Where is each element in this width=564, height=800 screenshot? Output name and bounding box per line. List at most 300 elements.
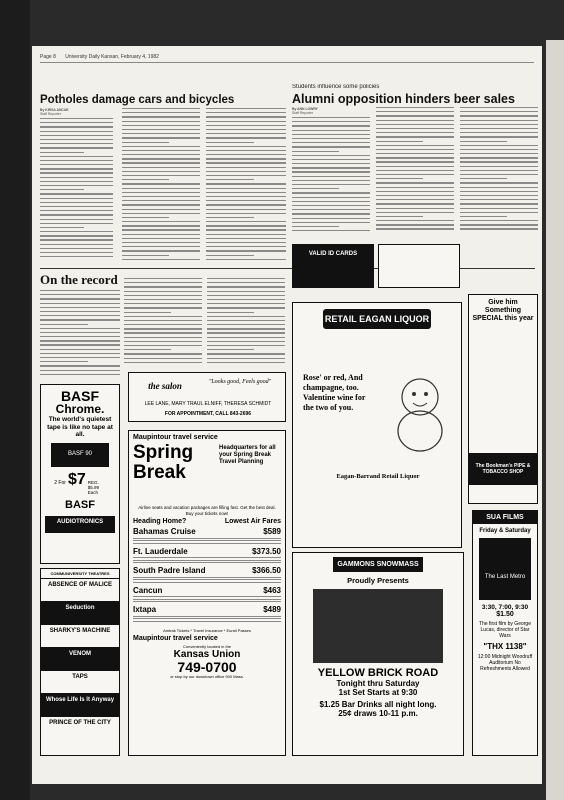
text-line [40,152,84,153]
text-line [207,320,285,321]
text-line [460,132,538,133]
text-line [460,178,507,179]
trip-price: $373.50 [252,546,281,556]
text-line [40,361,88,362]
text-line [40,193,113,194]
text-line [460,111,538,112]
text-line [40,198,113,199]
text-line [122,188,200,189]
text-line [133,543,281,544]
liquor-tagline: Rose' or red, And champagne, too. Valentine wine for the two of you. [303,373,366,412]
text-line [124,303,202,304]
section-rule [40,268,535,269]
basf-price-prefix: 2 For [54,479,66,486]
lowest-fares: Lowest Air Fares [224,518,281,525]
potholes-headline: Potholes damage cars and bicycles [40,94,235,106]
text-line [124,307,202,308]
spring-break-headline: Spring Break [133,442,194,483]
text-line [40,214,113,215]
text-line [40,311,120,312]
paper-name: University Daily Kansan, February 4, 1982 [65,54,159,60]
trip-item [133,547,281,564]
pipe-shop-name: The Bookman's PIPE & TOBACCO SHOP [469,453,537,485]
text-line [292,163,370,164]
trip-list [129,527,285,622]
text-line [207,303,285,304]
heading-home: Heading Home? [133,518,187,525]
basf-tape-image: BASF 90 [51,443,109,467]
text-line [207,278,285,279]
movie-listing: TAPS [41,670,119,693]
movie-listings-ad [40,568,120,756]
text-line [376,115,454,116]
movie-listing: Whose Life Is It Anyway [41,693,119,716]
small-notice-ad [378,244,460,288]
text-line [292,167,370,168]
basf-title: BASF [60,388,100,404]
text-line [122,204,200,205]
text-line [124,353,202,354]
text-line [206,129,286,130]
text-line [206,179,254,180]
text-line [122,167,200,168]
gammons-tonight: Tonight thru Saturday [336,679,420,688]
films-late-show: 12:00 Midnight Woodruff Auditorium No Refreshments Allowed [477,654,533,672]
trip-price: $366.50 [252,566,281,575]
gammons-logo: GAMMONS SNOWMASS [333,557,423,572]
movie-listing: Seduction [41,601,119,624]
gammons-drinks: $1.25 Bar Drinks all night long. [319,700,437,709]
text-line [292,125,370,126]
text-line [122,209,200,210]
trip-name: Cancun [133,585,163,595]
text-line [40,185,113,186]
text-line [133,562,281,563]
text-line [40,248,113,249]
text-line [292,180,370,181]
text-line [206,121,286,122]
text-line [124,299,202,300]
text-line [376,182,454,183]
basf-price-row [41,471,119,495]
record-headline: On the record [40,272,118,287]
valid-id-title: VALID ID CARDS [308,251,358,257]
maupintour-ad [128,430,286,756]
maupintour-extras: Amtrak Tickets * Travel Insurance * Eurail Passes [163,627,251,633]
text-line [206,108,286,109]
page-number: Page 8 [40,54,56,60]
text-line [124,362,202,363]
text-line [40,353,120,354]
text-line [40,319,120,320]
text-line [460,228,538,229]
basf-price: $7 [67,470,86,488]
films-tagline: The first film by George Lucas, director of Star Wars [479,621,531,639]
maupintour-location: Conveniently located in the [182,643,232,649]
text-line [376,199,454,200]
text-line [40,357,120,358]
text-line [122,146,200,147]
text-line [40,303,120,304]
text-line [376,120,454,121]
text-line [206,238,286,239]
movie-listing: SHARKY'S MACHINE [41,624,119,647]
text-line [207,295,285,296]
basf-slogan: The world's quietest tape is like no tape at all. [47,416,113,438]
text-line [292,222,370,223]
text-line [206,158,286,159]
text-line [292,197,370,198]
text-line [376,124,454,125]
text-line [124,345,202,346]
text-line [122,171,200,172]
text-line [292,121,370,122]
text-line [207,345,285,346]
record-column-3 [207,278,285,368]
text-line [376,128,454,129]
text-line [376,170,454,171]
text-line [40,156,113,157]
text-line [122,154,200,155]
text-line [292,192,370,193]
text-line [40,239,113,240]
sua-films-logo: SUA FILMS [473,511,537,524]
valid-id-ad [292,244,374,288]
text-line [133,582,281,583]
text-line [40,340,120,341]
text-line [460,212,538,213]
text-line [122,217,169,218]
trip-price: $489 [263,605,281,614]
movie-listing: PRINCE OF THE CITY [41,716,119,739]
text-line [122,142,169,143]
text-line [40,177,113,178]
maupintour-brand: Maupintour travel service [133,434,218,441]
text-line [460,124,538,125]
text-line [133,596,281,597]
text-line [460,174,538,175]
text-line [460,182,538,183]
text-line [40,206,113,207]
text-line [133,538,281,539]
text-line [124,332,202,333]
text-line [133,616,281,617]
text-line [40,168,113,169]
text-line [206,154,286,155]
maupintour-brand-footer: Maupintour travel service [133,634,218,642]
alumni-column-1 [292,117,370,237]
text-line [122,175,200,176]
text-line [460,141,507,142]
films-times: 3:30, 7:00, 9:30 [481,604,529,611]
text-line [292,142,370,143]
text-line [376,145,454,146]
salon-quote: "Looks good, Feels good" [208,379,272,385]
text-line [122,183,200,184]
potholes-column-1 [40,118,113,264]
text-line [40,324,88,325]
text-line [207,337,285,338]
text-line [122,129,200,130]
text-line [292,205,370,206]
text-line [40,210,113,211]
text-line [133,540,281,541]
text-line [122,250,200,251]
text-line [376,166,454,167]
basf-logo: BASF [65,498,95,511]
films-price: $1.50 [496,611,514,618]
trip-name: Bahamas Cruise [133,527,196,536]
maupintour-footnote: or stop by our downtown office 900 Mass. [170,673,244,679]
text-line [124,324,202,325]
text-line [460,157,538,158]
text-line [376,174,454,175]
text-line [376,136,454,137]
text-line [376,224,454,225]
text-line [460,166,538,167]
gammons-draws: 25¢ draws 10-11 p.m. [338,709,418,718]
salon-logo: the salon [148,381,182,391]
text-line [292,171,370,172]
text-line [40,294,120,295]
text-line [376,107,454,108]
text-line [122,192,200,193]
text-line [460,149,538,150]
text-line [206,259,286,260]
text-line [206,255,254,256]
text-line [207,312,254,313]
gammons-set-time: 1st Set Starts at 9:30 [338,688,418,697]
text-line [460,224,538,225]
films-days: Friday & Saturday [479,528,531,534]
text-line [460,191,538,192]
text-line [206,142,254,143]
text-line [40,365,120,366]
text-line [207,341,285,342]
text-line [292,213,370,214]
text-line [206,171,286,172]
text-line [206,175,286,176]
text-line [206,162,286,163]
alumni-column-3 [460,107,538,237]
kansas-union: Kansas Union [173,648,241,660]
text-line [460,107,538,108]
text-line [206,225,286,226]
text-line [460,145,538,146]
text-line [207,358,285,359]
trip-item [133,605,281,622]
potholes-byline-role: Staff Reporter [40,112,62,116]
text-line [40,344,120,345]
text-line [206,200,286,201]
text-line [124,316,202,317]
text-line [133,621,281,622]
text-line [40,143,113,144]
text-line [40,235,113,236]
text-line [122,242,200,243]
heading-home-row [129,516,285,527]
gammons-ad [292,552,464,756]
text-line [376,216,423,217]
text-line [124,341,202,342]
text-line [207,286,285,287]
text-line [292,209,370,210]
maupintour-phone: 749-0700 [177,658,237,675]
text-line [40,219,113,220]
folio-line [40,54,534,63]
movie-list [41,578,119,739]
thx-title: "THX 1138" [483,642,527,651]
text-line [206,221,286,222]
text-line [40,231,113,232]
text-line [206,112,286,113]
text-line [124,320,202,321]
text-line [122,246,200,247]
text-line [292,130,370,131]
text-line [122,238,200,239]
text-line [40,172,113,173]
text-line [206,188,286,189]
text-line [376,153,454,154]
text-line [40,164,113,165]
text-line [206,234,286,235]
text-line [40,223,113,224]
text-line [376,212,454,213]
text-line [207,362,285,363]
text-line [40,374,120,375]
text-line [460,216,507,217]
cupid-illustration [385,369,455,459]
text-line [460,120,538,121]
text-line [207,316,285,317]
record-column-2 [124,278,202,368]
alumni-byline: By ANN LOWRY [292,107,318,111]
text-line [124,286,202,287]
text-line [40,370,120,371]
text-line [122,133,200,134]
text-line [206,204,286,205]
text-line [122,112,200,113]
band-name: YELLOW BRICK ROAD [317,667,439,679]
text-line [292,188,339,189]
alumni-headline: Alumni opposition hinders beer sales [292,92,515,106]
text-line [292,146,370,147]
text-line [292,176,370,177]
trip-item [133,566,281,583]
text-line [133,618,281,619]
basf-regular-price: REG. $5.99 Each [87,479,99,495]
text-line [376,157,454,158]
salon-appointment: FOR APPOINTMENT, CALL 843-2696 [164,411,252,417]
newspaper-page [32,46,542,784]
text-line [460,153,538,154]
trip-name: Ft. Lauderdale [133,546,188,556]
text-line [206,196,286,197]
text-line [122,162,200,163]
text-line [133,577,281,578]
text-line [40,298,120,299]
text-line [122,158,200,159]
trip-name: South Padre Island [133,566,206,575]
trip-price: $589 [263,527,281,536]
text-line [206,217,254,218]
text-line [376,228,454,229]
text-line [292,155,370,156]
text-line [207,282,285,283]
text-line [40,126,113,127]
text-line [133,579,281,580]
text-line [122,225,200,226]
text-line [206,116,286,117]
text-line [40,202,113,203]
text-line [206,133,286,134]
alumni-byline-role: Staff Reporter [292,111,314,115]
text-line [460,199,538,200]
text-line [124,291,202,292]
text-line [207,299,285,300]
text-line [292,226,339,227]
text-line [122,116,200,117]
text-line [376,141,423,142]
text-line [206,192,286,193]
text-line [40,332,120,333]
next-page-edge [546,40,564,800]
text-line [40,160,113,161]
text-line [133,601,281,602]
text-line [124,358,202,359]
scan-margin [0,0,30,800]
text-line [40,336,120,337]
text-line [460,128,538,129]
text-line [460,161,538,162]
liquor-logo: RETAIL EAGAN LIQUOR [323,309,431,329]
valentine-title: Give him Something SPECIAL this year [472,299,534,322]
text-line [206,242,286,243]
text-line [376,149,454,150]
text-line [207,332,285,333]
text-line [460,187,538,188]
text-line [376,195,454,196]
spring-break-note: Airline seats and vacation packages are filling fast. Get the best deal. Buy your tickets now! [138,505,276,516]
text-line [460,170,538,171]
text-line [40,189,84,190]
text-line [40,244,113,245]
text-line [376,178,423,179]
text-line [460,136,538,137]
theatres-label: COMMUNIVERSITY THEATRES [50,571,110,576]
basf-chrome: Chrome. [55,402,105,416]
text-line [207,307,285,308]
trip-item [133,527,281,544]
text-line [40,307,120,308]
text-line [376,191,454,192]
band-photo [313,589,443,663]
text-line [40,139,113,140]
text-line [40,181,113,182]
movie-listing: ABSENCE OF MALICE [41,578,119,601]
text-line [376,187,454,188]
text-line [376,132,454,133]
text-line [133,599,281,600]
text-line [40,131,113,132]
text-line [122,121,200,122]
text-line [207,353,285,354]
text-line [40,118,113,119]
text-line [292,151,339,152]
text-line [40,256,113,257]
text-line [122,221,200,222]
text-line [124,349,171,350]
